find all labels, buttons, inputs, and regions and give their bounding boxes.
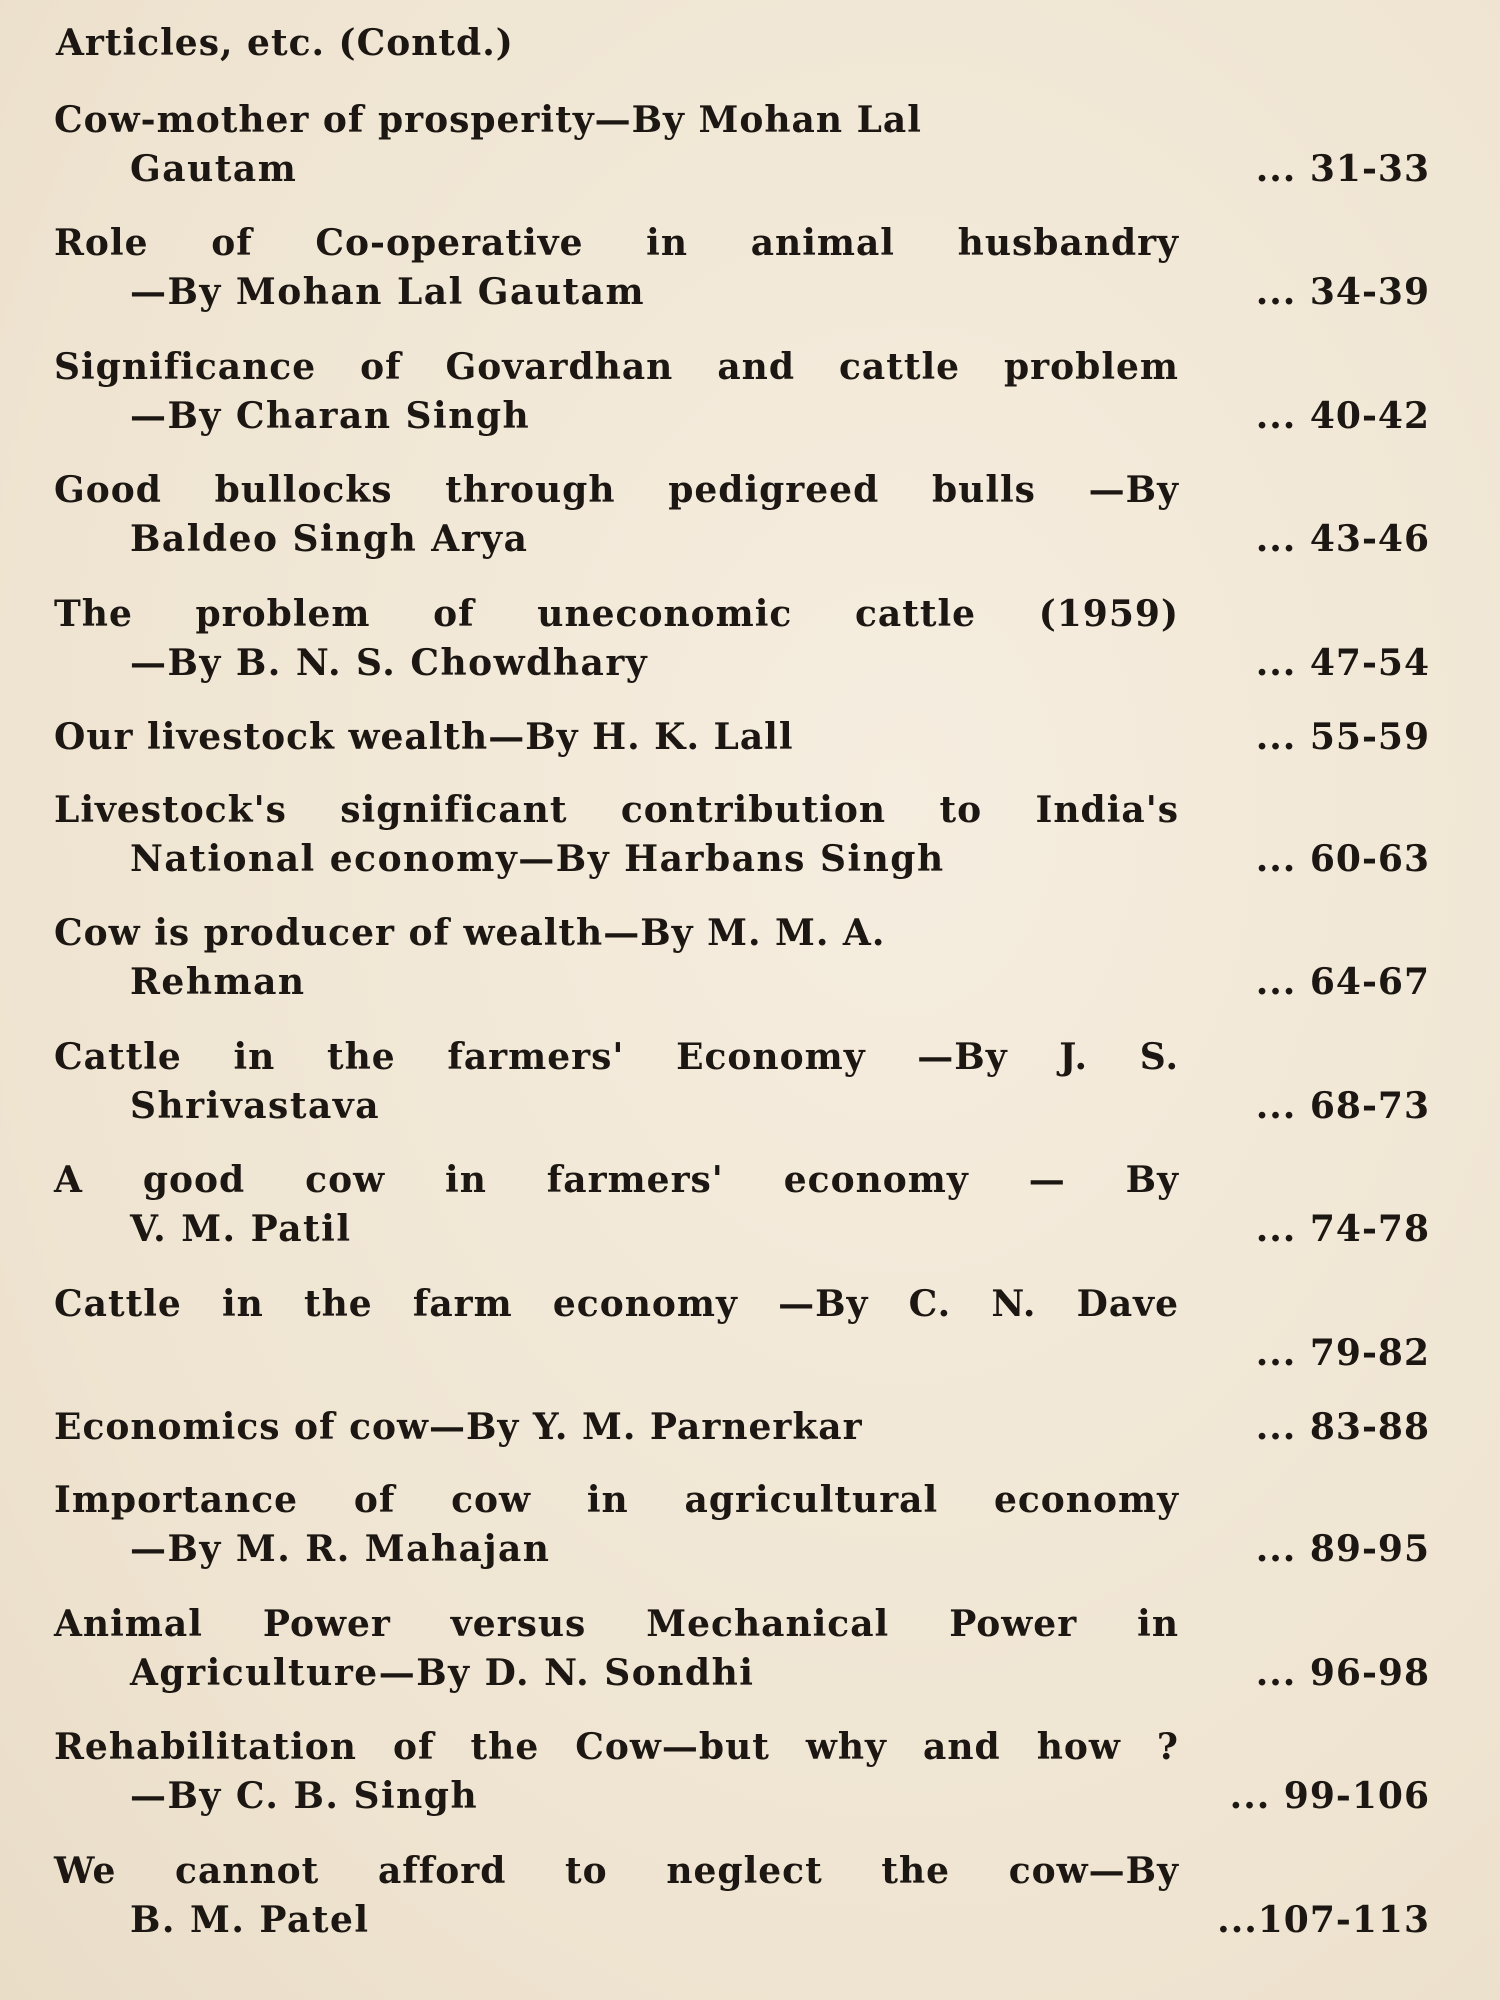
entry-title-line: Cattle in the farm economy —By C. N. Dave [54,1283,1179,1325]
entry-title-line: Role of Co-operative in animal husbandry [54,222,1179,264]
entry-title-line: The problem of uneconomic cattle (1959) [54,593,1179,635]
entry-author-line: V. M. Patil [130,1208,352,1250]
entry-page-range: ... 74-78 [1255,1208,1430,1250]
entry-page-range: ... 64-67 [1255,961,1430,1003]
toc-entry [0,1035,1500,1145]
entry-page-range: ... 34-39 [1255,271,1430,313]
entry-author-line: —By M. R. Mahajan [130,1528,551,1570]
entry-author-line: National economy—By Harbans Singh [130,838,945,880]
entry-page-range: ... 60-63 [1255,838,1430,880]
toc-entry [0,345,1500,455]
entry-title-line: Cattle in the farmers' Economy —By J. S. [54,1036,1179,1078]
entry-title-line: A good cow in farmers' economy — By [54,1159,1179,1201]
entry-page-range: ... 83-88 [1255,1406,1430,1448]
entry-title-line: Cow is producer of wealth—By M. M. A. [54,912,886,954]
toc-entry [0,1725,1500,1835]
toc-entry [0,468,1500,578]
toc-entry [0,1478,1500,1588]
entry-author-line: —By Charan Singh [130,395,531,437]
entry-author-line: Agriculture—By D. N. Sondhi [130,1652,755,1694]
entry-title-line: Cow-mother of prosperity—By Mohan Lal [54,99,922,141]
entry-author-line: —By C. B. Singh [130,1775,479,1817]
entry-author-line: Rehman [130,961,306,1003]
entry-author-line: —By B. N. S. Chowdhary [130,642,649,684]
entry-author-line: Baldeo Singh Arya [130,518,529,560]
toc-entry [0,788,1500,898]
toc-entry [0,221,1500,331]
entry-author-line: Gautam [130,148,298,190]
toc-entry [0,592,1500,702]
entry-title-line: Rehabilitation of the Cow—but why and how ? [54,1726,1179,1768]
entry-page-range: ... 31-33 [1255,148,1430,190]
toc-entry [0,1282,1500,1392]
entry-title-line: Livestock's significant contribution to India's [54,789,1179,831]
entry-title-line: Our livestock wealth—By H. K. Lall [54,716,794,758]
entry-page-range: ... 40-42 [1255,395,1430,437]
section-heading: Articles, etc. (Contd.) [56,22,514,64]
entry-title-line: Animal Power versus Mechanical Power in [54,1603,1179,1645]
entry-page-range: ... 89-95 [1255,1528,1430,1570]
entry-page-range: ...107-113 [1217,1899,1430,1941]
entry-page-range: ... 79-82 [1255,1332,1430,1374]
toc-entry [0,1602,1500,1712]
entry-title-line: We cannot afford to neglect the cow—By [54,1850,1179,1892]
entry-page-range: ... 99-106 [1229,1775,1430,1817]
toc-entry [0,1849,1500,1959]
entry-title-line: Significance of Govardhan and cattle problem [54,346,1179,388]
entry-author-line: B. M. Patel [130,1899,370,1941]
entry-page-range: ... 55-59 [1255,716,1430,758]
toc-entry [0,98,1500,208]
toc-entry [0,911,1500,1021]
entry-author-line: Shrivastava [130,1085,381,1127]
entry-page-range: ... 47-54 [1255,642,1430,684]
entry-page-range: ... 43-46 [1255,518,1430,560]
entry-page-range: ... 96-98 [1255,1652,1430,1694]
entry-author-line: —By Mohan Lal Gautam [130,271,646,313]
entry-title-line: Good bullocks through pedigreed bulls —By [54,469,1179,511]
toc-entry [0,1158,1500,1268]
entry-title-line: Importance of cow in agricultural economy [54,1479,1179,1521]
entry-title-line: Economics of cow—By Y. M. Parnerkar [54,1406,863,1448]
entry-page-range: ... 68-73 [1255,1085,1430,1127]
